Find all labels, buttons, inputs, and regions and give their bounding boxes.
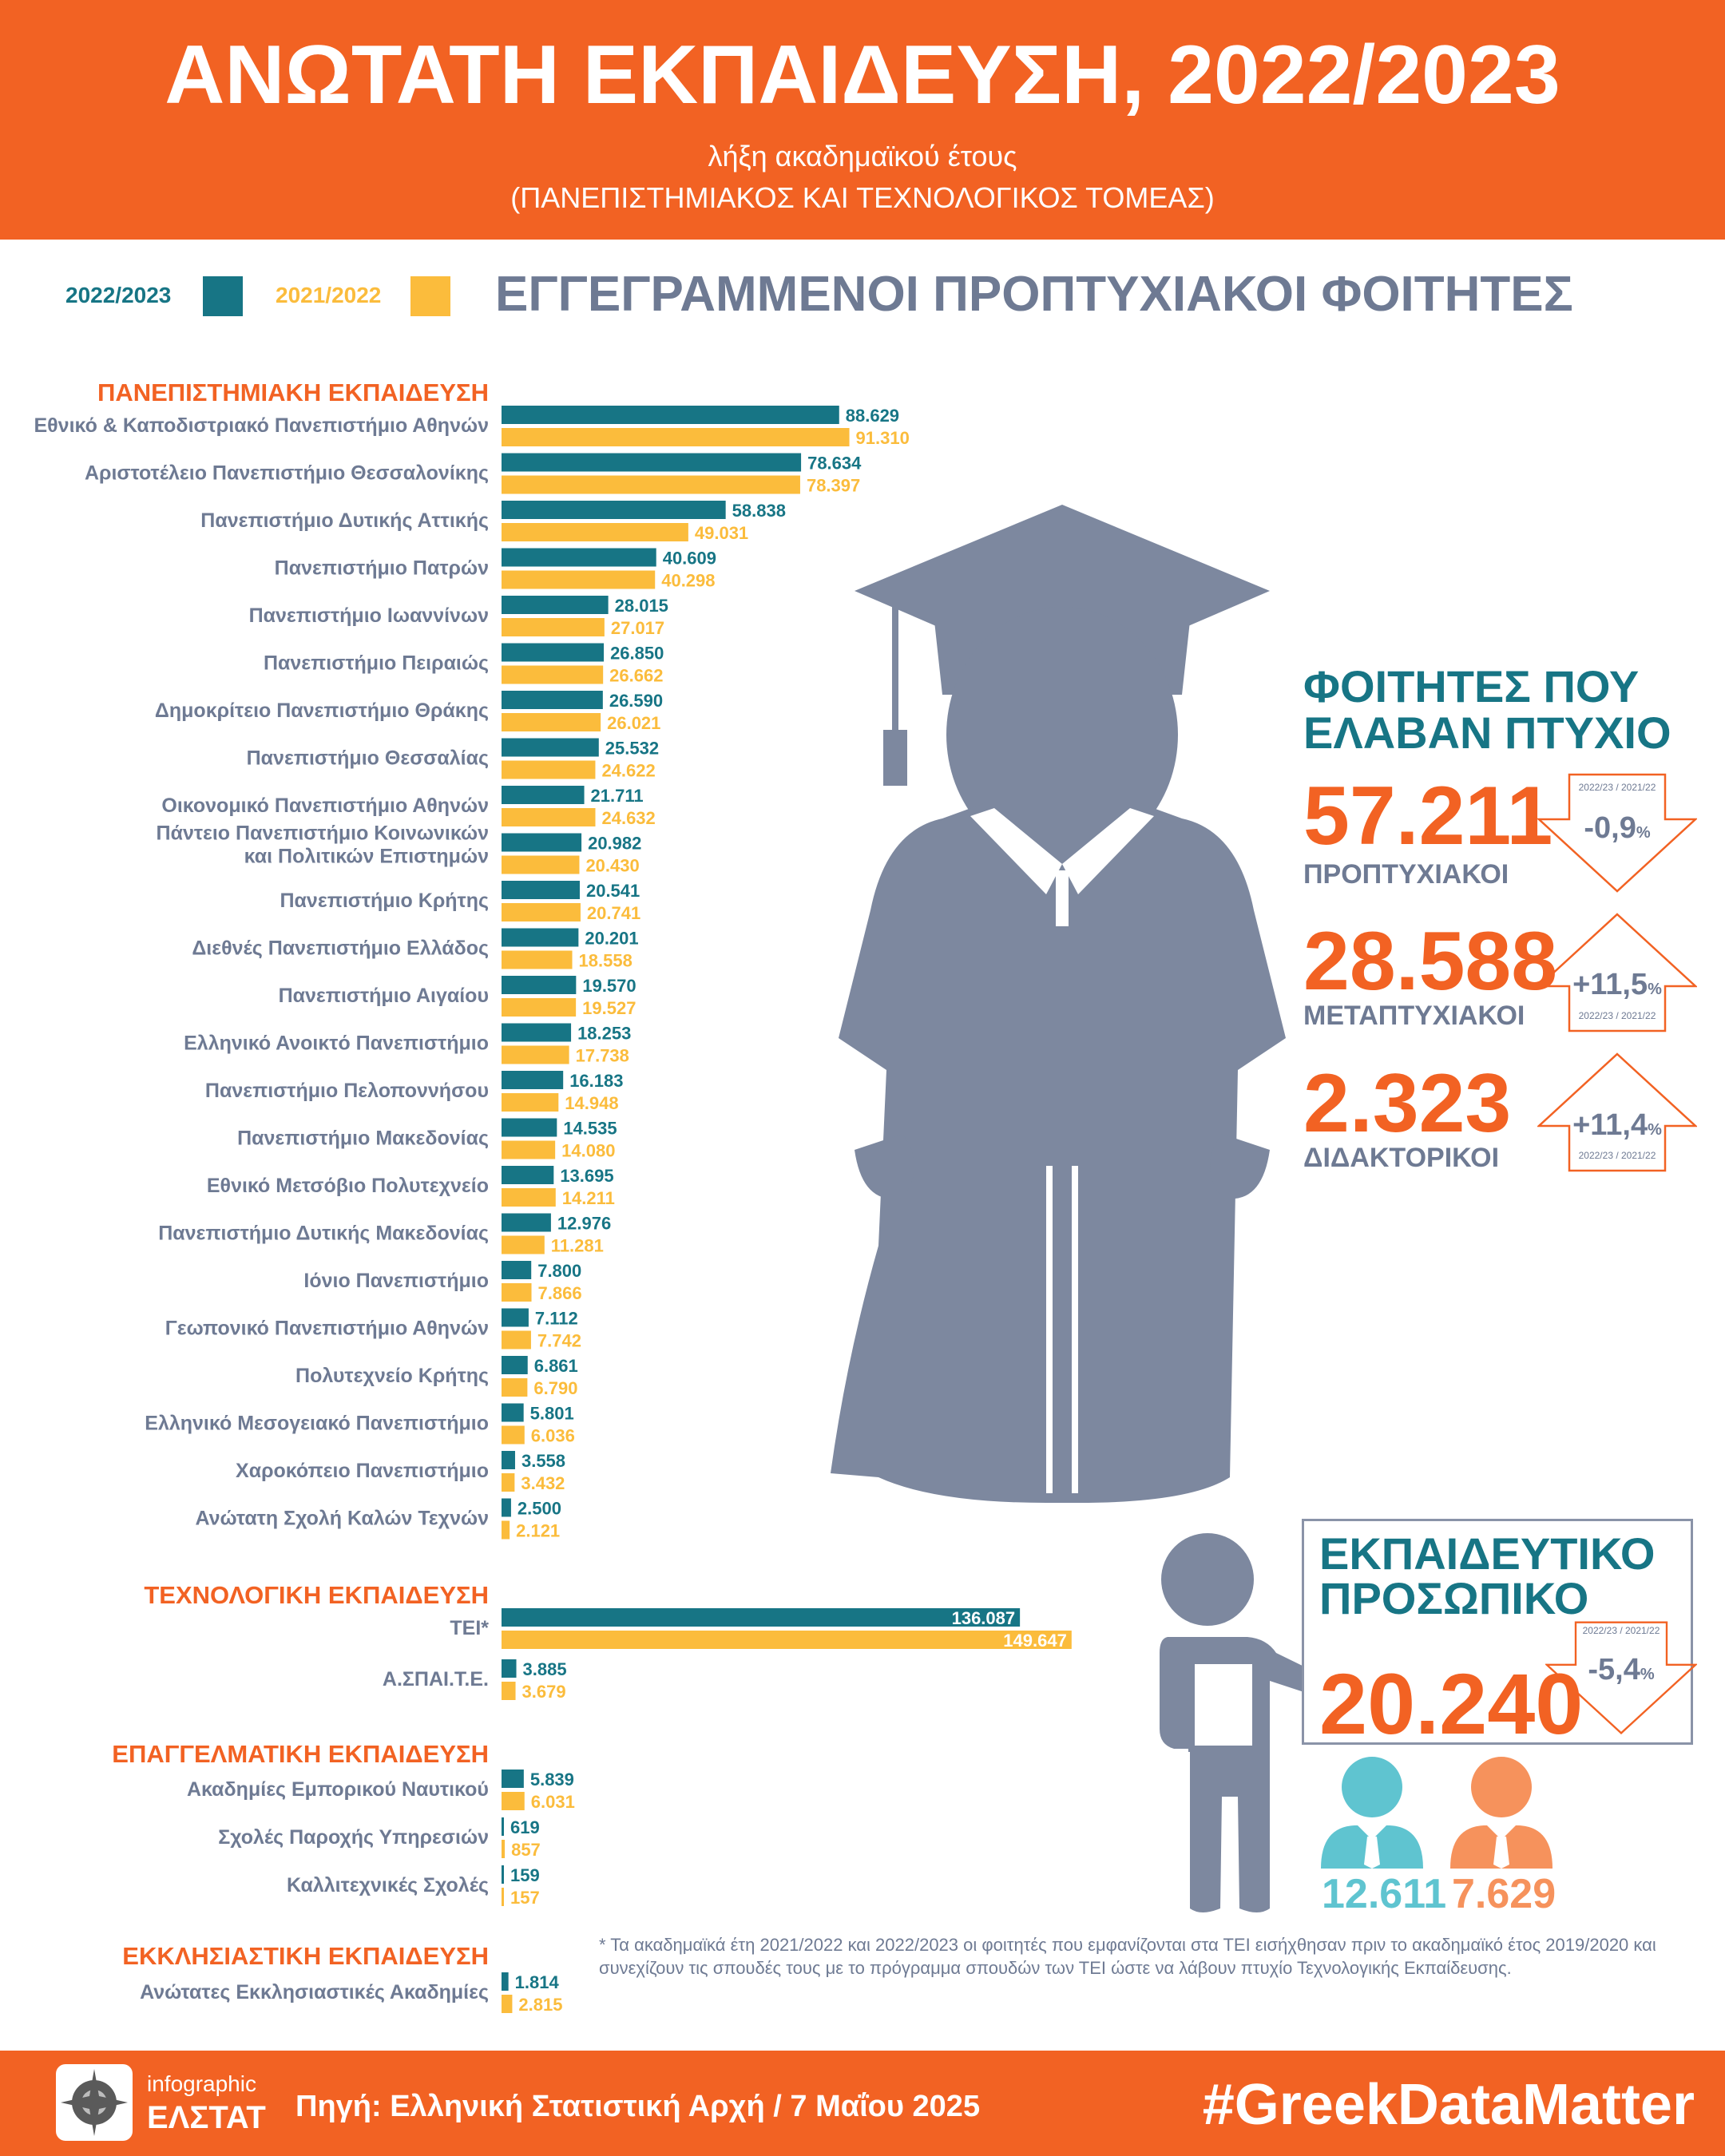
bar-2022-2023 <box>502 1214 551 1232</box>
value-label-2021-2022: 6.031 <box>530 1792 575 1812</box>
elstat-logo <box>56 2064 133 2141</box>
staff-female-value: 7.629 <box>1452 1871 1556 1917</box>
category-label: Πανεπιστήμιο Αιγαίου <box>278 985 489 1007</box>
category-label: Σχολές Παροχής Υπηρεσιών <box>218 1826 489 1849</box>
bar-2022-2023 <box>502 454 801 472</box>
group-title: ΠΑΝΕΠΙΣΤΗΜΙΑΚΗ ΕΚΠΑΙΔΕΥΣΗ <box>97 378 489 406</box>
value-label-2021-2022: 149.647 <box>1003 1631 1067 1651</box>
legend-label-2022-2023: 2022/2023 <box>65 283 172 307</box>
value-label-2022-2023: 5.801 <box>529 1403 574 1424</box>
staff-title-line2: ΠΡΟΣΩΠΙΚΟ <box>1319 1573 1589 1623</box>
value-label-2022-2023: 12.976 <box>557 1213 612 1234</box>
page-title: ΑΝΩΤΑΤΗ ΕΚΠΑΙΔΕΥΣΗ, 2022/2023 <box>165 29 1560 121</box>
value-label-2022-2023: 159 <box>510 1865 540 1885</box>
bar-2022-2023 <box>502 786 585 804</box>
bar-2022-2023 <box>502 1770 524 1788</box>
value-label-2022-2023: 7.112 <box>534 1308 578 1329</box>
bar-2021-2022 <box>502 618 605 636</box>
bar-2021-2022 <box>502 1426 525 1445</box>
bar-2021-2022 <box>502 856 579 874</box>
bar-2021-2022 <box>502 666 603 684</box>
bar-2021-2022 <box>502 761 595 779</box>
value-label-2021-2022: 7.866 <box>537 1283 582 1303</box>
category-label: Πανεπιστήμιο Ιωαννίνων <box>248 604 489 627</box>
bar-2022-2023 <box>502 739 599 757</box>
category-label: Πανεπιστήμιο Μακεδονίας <box>237 1127 489 1150</box>
category-label: Δημοκρίτειο Πανεπιστήμιο Θράκης <box>154 700 489 722</box>
value-label-2021-2022: 17.738 <box>575 1045 629 1066</box>
bar-2021-2022 <box>502 476 800 494</box>
female-icon <box>1450 1757 1552 1869</box>
value-label-2021-2022: 19.527 <box>582 998 636 1018</box>
value-label-2021-2022: 157 <box>510 1888 540 1908</box>
bar-2022-2023 <box>502 1608 1020 1627</box>
value-label-2022-2023: 18.253 <box>577 1023 632 1044</box>
bar-2022-2023 <box>502 1865 504 1884</box>
bar-2021-2022 <box>502 571 655 589</box>
category-label: Ιόνιο Πανεπιστήμιο <box>303 1270 489 1292</box>
category-label: Διεθνές Πανεπιστήμιο Ελλάδος <box>192 937 489 960</box>
value-label-2021-2022: 14.948 <box>565 1093 619 1113</box>
value-label-2021-2022: 6.036 <box>530 1425 575 1446</box>
bar-2021-2022 <box>502 713 601 731</box>
value-label-2021-2022: 18.558 <box>578 950 632 971</box>
bar-2021-2022 <box>502 1792 525 1810</box>
value-label-2021-2022: 26.021 <box>607 713 661 733</box>
undergrad-change-years: 2022/23 / 2021/22 <box>1578 782 1656 793</box>
bar-2021-2022 <box>502 523 688 541</box>
value-label-2022-2023: 40.609 <box>662 548 717 569</box>
doctoral-graduates-value: 2.323 <box>1303 1057 1512 1150</box>
graduates-title-line1: ΦΟΙΤΗΤΕΣ ΠΟΥ <box>1303 661 1640 711</box>
value-label-2021-2022: 14.080 <box>561 1140 616 1161</box>
page-subtitle: λήξη ακαδημαϊκού έτους <box>708 140 1017 172</box>
staff-change-years: 2022/23 / 2021/22 <box>1582 1625 1660 1636</box>
bar-2021-2022 <box>502 808 595 826</box>
value-label-2022-2023: 28.015 <box>614 596 668 616</box>
category-label: Πολυτεχνείο Κρήτης <box>295 1365 489 1387</box>
document-icon <box>1192 1661 1255 1749</box>
doctoral-change-badge: +11,4% <box>1572 1108 1662 1142</box>
value-label-2021-2022: 24.632 <box>601 808 656 828</box>
category-label: Καλλιτεχνικές Σχολές <box>287 1874 489 1896</box>
bar-2021-2022 <box>502 1283 532 1302</box>
bar-2022-2023 <box>502 691 603 709</box>
bar-2022-2023 <box>502 1119 557 1137</box>
star-emblem-icon <box>56 2064 133 2141</box>
doctoral-change-years: 2022/23 / 2021/22 <box>1578 1150 1656 1161</box>
bar-2022-2023 <box>502 1451 515 1469</box>
tassel-string <box>892 594 898 734</box>
group-title: ΕΚΚΛΗΣΙΑΣΤΙΚΗ ΕΚΠΑΙΔΕΥΣΗ <box>122 1942 489 1970</box>
bar-2021-2022 <box>502 1378 527 1397</box>
value-label-2021-2022: 2.121 <box>516 1520 561 1541</box>
category-label: ΤΕΙ* <box>450 1617 489 1639</box>
value-label-2021-2022: 3.432 <box>521 1473 565 1493</box>
category-label: Οικονομικό Πανεπιστήμιο Αθηνών <box>161 795 489 817</box>
value-label-2021-2022: 3.679 <box>521 1682 566 1702</box>
category-label: Πανεπιστήμιο Θεσσαλίας <box>246 747 489 770</box>
bar-2021-2022 <box>502 1631 1072 1649</box>
bar-2021-2022 <box>502 1995 512 2013</box>
category-label: Πανεπιστήμιο Δυτικής Μακεδονίας <box>158 1222 489 1245</box>
value-label-2021-2022: 49.031 <box>694 523 749 543</box>
value-label-2022-2023: 88.629 <box>845 406 900 426</box>
bar-2022-2023 <box>502 1659 517 1678</box>
bar-2022-2023 <box>502 929 578 947</box>
logo-text-elstat: ΕΛΣΤΑΤ <box>147 2100 266 2135</box>
bar-2021-2022 <box>502 1141 555 1159</box>
hashtag: #GreekDataMatter <box>1202 2073 1695 2137</box>
category-label: Γεωπονικό Πανεπιστήμιο Αθηνών <box>165 1317 489 1340</box>
value-label-2021-2022: 857 <box>511 1840 541 1860</box>
bar-2022-2023 <box>502 501 726 519</box>
category-label: Πανεπιστήμιο Πειραιώς <box>263 652 489 675</box>
value-label-2021-2022: 14.211 <box>561 1188 615 1208</box>
undergrad-graduates-label: ΠΡΟΠΤΥΧΙΑΚΟΙ <box>1303 859 1509 890</box>
bar-2021-2022 <box>502 1331 531 1349</box>
staff-title-line1: ΕΚΠΑΙΔΕΥΤΙΚΟ <box>1319 1528 1656 1579</box>
undergrad-graduates-value: 57.211 <box>1303 770 1553 862</box>
category-label: Ανώτατη Σχολή Καλών Τεχνών <box>195 1507 489 1530</box>
value-label-2022-2023: 26.590 <box>609 691 664 711</box>
bar-2022-2023 <box>502 976 576 994</box>
bar-2022-2023 <box>502 1404 524 1422</box>
bar-2022-2023 <box>502 406 839 424</box>
postgrad-graduates-label: ΜΕΤΑΠΤΥΧΙΑΚΟΙ <box>1303 1001 1525 1031</box>
bar-2022-2023 <box>502 549 656 567</box>
bar-2021-2022 <box>502 1473 514 1492</box>
value-label-2022-2023: 78.634 <box>807 453 862 474</box>
postgrad-graduates-value: 28.588 <box>1303 915 1558 1008</box>
value-label-2022-2023: 14.535 <box>563 1118 617 1139</box>
value-label-2022-2023: 1.814 <box>514 1972 559 1992</box>
category-label: Ελληνικό Ανοικτό Πανεπιστήμιο <box>184 1032 489 1055</box>
category-label: Εθνικό Μετσόβιο Πολυτεχνείο <box>206 1175 489 1197</box>
category-label: Ακαδημίες Εμπορικού Ναυτικού <box>186 1778 489 1801</box>
value-label-2021-2022: 78.397 <box>806 475 861 496</box>
value-label-2022-2023: 58.838 <box>732 501 786 521</box>
value-label-2022-2023: 16.183 <box>569 1071 624 1091</box>
value-label-2021-2022: 6.790 <box>533 1378 578 1398</box>
bar-2021-2022 <box>502 998 576 1017</box>
doctoral-graduates-label: ΔΙΔΑΚΤΟΡΙΚΟΙ <box>1303 1143 1500 1173</box>
bar-2022-2023 <box>502 881 580 899</box>
bar-2021-2022 <box>502 903 581 921</box>
bar-2021-2022 <box>502 1888 504 1906</box>
value-label-2021-2022: 24.622 <box>601 760 656 781</box>
value-label-2022-2023: 19.570 <box>582 976 636 996</box>
staff-male-value: 12.611 <box>1322 1871 1447 1917</box>
value-label-2022-2023: 3.558 <box>521 1451 566 1471</box>
category-label: Πάντειο Πανεπιστήμιο Κοινωνικών <box>156 822 489 845</box>
bar-2022-2023 <box>502 834 581 852</box>
teacher-head <box>1161 1533 1254 1626</box>
value-label-2022-2023: 25.532 <box>605 738 660 759</box>
logo-text-infographic: infographic <box>147 2071 256 2096</box>
staff-total-value: 20.240 <box>1319 1655 1584 1752</box>
value-label-2021-2022: 11.281 <box>550 1235 604 1256</box>
bar-2021-2022 <box>502 951 573 969</box>
value-label-2022-2023: 2.500 <box>517 1498 561 1519</box>
bar-2022-2023 <box>502 1261 531 1279</box>
category-label: Πανεπιστήμιο Πατρών <box>274 557 489 580</box>
bar-2021-2022 <box>502 1682 516 1700</box>
section-title: ΕΓΓΕΓΡΑΜΜΕΝΟΙ ΠΡΟΠΤΥΧΙΑΚΟΙ ΦΟΙΤΗΤΕΣ <box>495 267 1573 322</box>
category-label: Α.ΣΠΑΙ.Τ.Ε. <box>382 1668 489 1690</box>
postgrad-change-badge: +11,5% <box>1572 968 1662 1001</box>
category-label: Πανεπιστήμιο Δυτικής Αττικής <box>200 509 489 532</box>
category-label: Ελληνικό Μεσογειακό Πανεπιστήμιο <box>145 1412 489 1435</box>
bar-2022-2023 <box>502 644 604 662</box>
value-label-2022-2023: 3.885 <box>522 1659 567 1679</box>
category-label: Χαροκόπειο Πανεπιστήμιο <box>236 1460 489 1482</box>
bar-2022-2023 <box>502 1499 511 1517</box>
page-subtitle-sector: (ΠΑΝΕΠΙΣΤΗΜΙΑΚΟΣ ΚΑΙ ΤΕΧΝΟΛΟΓΙΚΟΣ ΤΟΜΕΑΣ) <box>510 181 1215 214</box>
tassel-icon <box>883 730 907 786</box>
value-label-2022-2023: 20.201 <box>585 928 639 949</box>
category-label: Αριστοτέλειο Πανεπιστήμιο Θεσσαλονίκης <box>84 462 489 485</box>
value-label-2021-2022: 20.741 <box>586 903 641 923</box>
value-label-2021-2022: 2.815 <box>518 1995 563 2015</box>
postgrad-change-years: 2022/23 / 2021/22 <box>1578 1010 1656 1021</box>
bar-2021-2022 <box>502 1840 505 1858</box>
value-label-2022-2023: 21.711 <box>590 786 644 806</box>
value-label-2022-2023: 5.839 <box>529 1770 574 1789</box>
bar-2022-2023 <box>502 1817 504 1836</box>
footnote: * Τα ακαδημαϊκά έτη 2021/2022 και 2022/2023 οι φοιτητές που εμφανίζονται στα ΤΕΙ εισήχθησαν πριν το ακαδημαϊκό έτος 2019/2020 και συνεχίζουν τις σπουδές τους με το πρόγραμμα σπουδών των ΤΕΙ ώστε να λάβουν πτυχίο Τεχνολογικής Εκπαίδευσης. <box>599 1935 1656 1978</box>
bar-2021-2022 <box>502 1046 569 1064</box>
value-label-2022-2023: 6.861 <box>533 1356 578 1376</box>
value-label-2022-2023: 20.541 <box>585 881 640 901</box>
group-title: ΤΕΧΝΟΛΟΓΙΚΗ ΕΚΠΑΙΔΕΥΣΗ <box>144 1581 489 1609</box>
value-label-2021-2022: 26.662 <box>609 665 664 686</box>
value-label-2022-2023: 619 <box>510 1817 540 1837</box>
category-label: και Πολιτικών Επιστημών <box>244 845 489 868</box>
male-icon <box>1321 1757 1423 1869</box>
value-label-2021-2022: 91.310 <box>855 428 910 448</box>
category-label: Πανεπιστήμιο Κρήτης <box>280 890 489 912</box>
bar-2022-2023 <box>502 596 609 614</box>
staff-change-badge: -5,4% <box>1588 1653 1655 1686</box>
undergrad-change-badge: -0,9% <box>1584 811 1651 845</box>
bar-2022-2023 <box>502 1071 563 1089</box>
bar-2021-2022 <box>502 1521 510 1540</box>
source-text: Πηγή: Ελληνική Στατιστική Αρχή / 7 Μαΐου 2025 <box>295 2090 981 2123</box>
bar-2021-2022 <box>502 1093 558 1112</box>
value-label-2021-2022: 40.298 <box>661 570 716 591</box>
bar-2021-2022 <box>502 428 850 446</box>
value-label-2022-2023: 26.850 <box>610 643 664 664</box>
category-label: Ανώτατες Εκκλησιαστικές Ακαδημίες <box>140 1981 489 2003</box>
bar-2021-2022 <box>502 1236 545 1254</box>
value-label-2022-2023: 20.982 <box>588 833 642 854</box>
value-label-2022-2023: 136.087 <box>951 1608 1016 1628</box>
value-label-2022-2023: 13.695 <box>560 1166 614 1186</box>
value-label-2021-2022: 27.017 <box>610 618 665 638</box>
bar-2022-2023 <box>502 1166 553 1184</box>
graduate-figure <box>807 495 1318 1533</box>
value-label-2021-2022: 20.430 <box>585 855 640 876</box>
bar-2022-2023 <box>502 1356 528 1374</box>
staff-gender-icons <box>1310 1757 1565 1869</box>
value-label-2022-2023: 7.800 <box>537 1261 582 1281</box>
bar-2021-2022 <box>502 1188 556 1207</box>
bar-2022-2023 <box>502 1024 571 1042</box>
group-title: ΕΠΑΓΓΕΛΜΑΤΙΚΗ ΕΚΠΑΙΔΕΥΣΗ <box>112 1740 489 1768</box>
bar-2022-2023 <box>502 1972 509 1991</box>
graduates-title-line2: ΕΛΑΒΑΝ ΠΤΥΧΙΟ <box>1303 707 1671 758</box>
category-label: Πανεπιστήμιο Πελοποννήσου <box>204 1080 489 1102</box>
category-label: Εθνικό & Καποδιστριακό Πανεπιστήμιο Αθηνών <box>34 414 489 437</box>
bar-2022-2023 <box>502 1309 529 1327</box>
value-label-2021-2022: 7.742 <box>537 1330 581 1351</box>
legend-label-2021-2022: 2021/2022 <box>276 283 382 307</box>
